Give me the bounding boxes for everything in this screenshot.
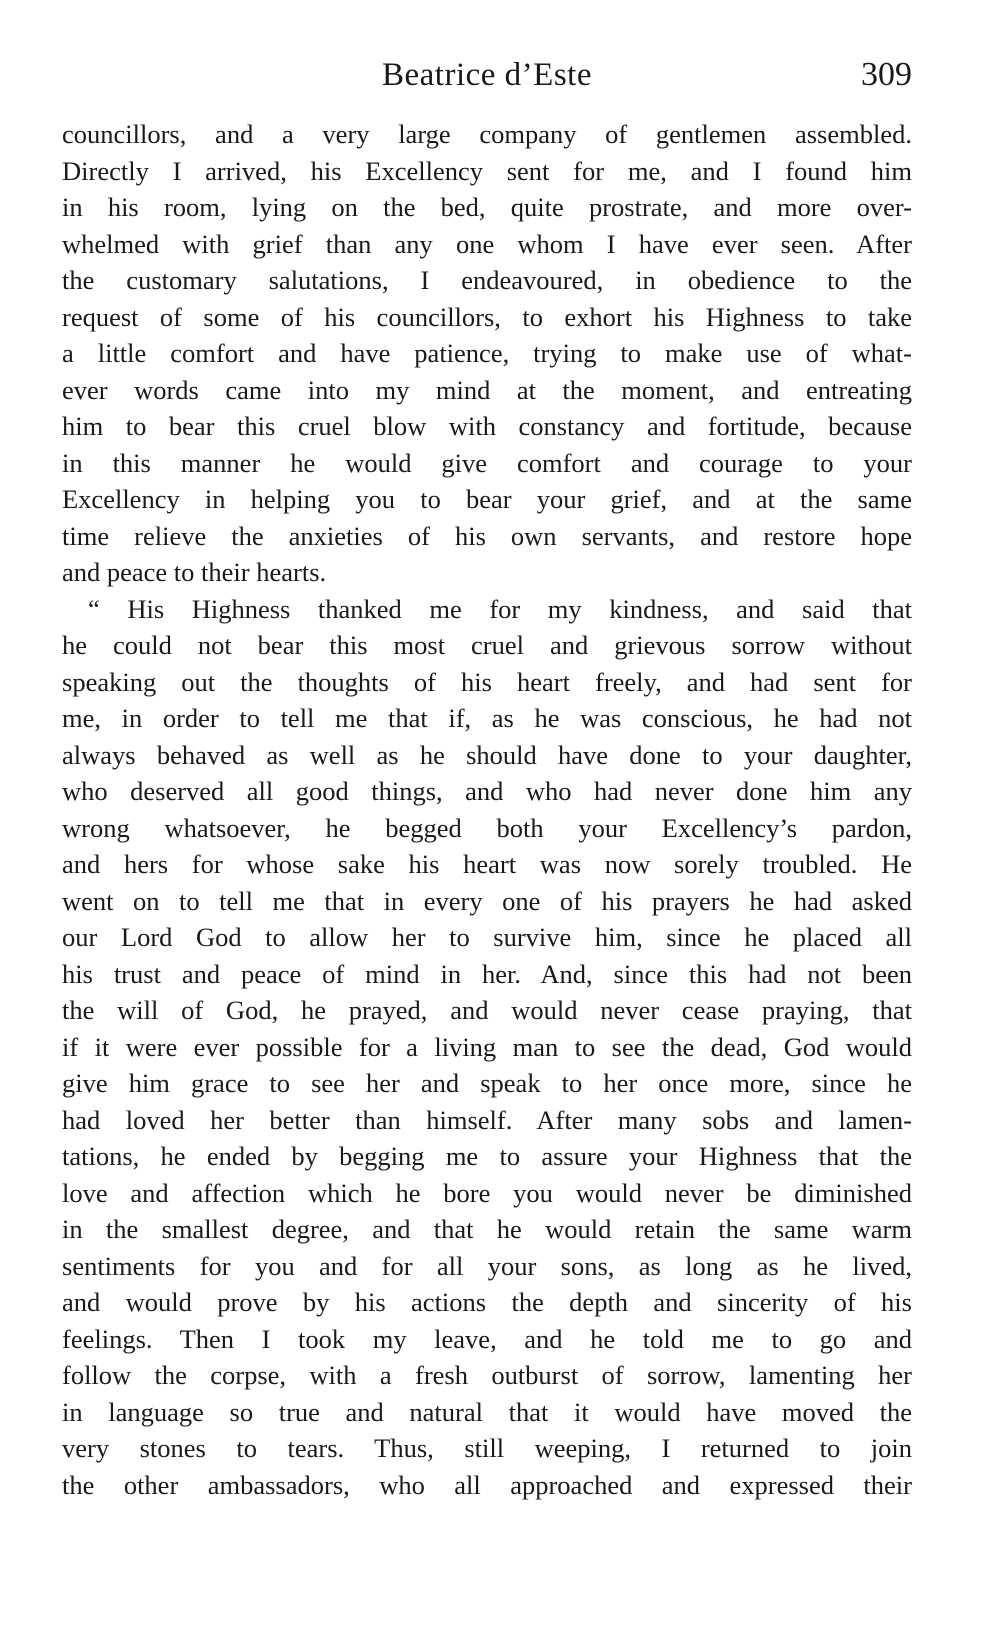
running-header <box>62 50 912 100</box>
text-line: in language so true and natural that it would have moved the <box>62 1396 912 1427</box>
text-line: went on to tell me that in every one of his prayers he had asked <box>62 885 912 916</box>
text-line: very stones to tears. Thus, still weeping, I returned to join <box>62 1433 912 1463</box>
text-line: and would prove by his actions the depth and sincerity of his <box>62 1287 912 1317</box>
text-line: a little comfort and have patience, trying to make use of what- <box>62 338 912 368</box>
page-number: 309 <box>861 56 912 93</box>
text-line: in his room, lying on the bed, quite prostrate, and more over- <box>62 192 912 222</box>
text-line: feelings. Then I took my leave, and he told me to go and <box>62 1323 912 1354</box>
text-line: his trust and peace of mind in her. And, since this had not been <box>62 958 912 989</box>
text-line: the customary salutations, I endeavoured, in obedience to the <box>62 265 912 295</box>
text-line: in the smallest degree, and that he would retain the same warm <box>62 1214 912 1244</box>
text-line: always behaved as well as he should have done to your daughter, <box>62 739 912 770</box>
text-line: me, in order to tell me that if, as he was conscious, he had not <box>62 703 912 733</box>
text-line: speaking out the thoughts of his heart freely, and had sent for <box>62 666 912 697</box>
text-line: give him grace to see her and speak to her once more, since he <box>62 1068 912 1098</box>
text-line: had loved her better than himself. After many sobs and lamen- <box>62 1104 912 1135</box>
text-line: love and affection which he bore you would never be diminished <box>62 1177 912 1208</box>
text-line: follow the corpse, with a fresh outburst of sorrow, lamenting her <box>62 1360 912 1390</box>
text-line: our Lord God to allow her to survive him, since he placed all <box>62 922 912 952</box>
text-line: Directly I arrived, his Excellency sent for me, and I found him <box>62 155 912 186</box>
text-line: the will of God, he prayed, and would never cease praying, that <box>62 995 912 1025</box>
paragraph-end-line: and peace to their hearts. <box>62 557 327 587</box>
text-line: the other ambassadors, who all approached and expressed their <box>62 1469 912 1500</box>
text-line: request of some of his councillors, to exhort his Highness to take <box>62 301 912 332</box>
text-line: councillors, and a very large company of gentlemen assembled. <box>62 119 912 149</box>
text-line: and hers for whose sake his heart was now sorely troubled. He <box>62 849 912 879</box>
text-line: tations, he ended by begging me to assure your Highness that the <box>62 1141 912 1171</box>
paragraph-start-line: “ His Highness thanked me for my kindness, and said that <box>88 593 912 624</box>
text-line: time relieve the anxieties of his own servants, and restore hope <box>62 520 912 551</box>
text-line: Excellency in helping you to bear your grief, and at the same <box>62 484 912 514</box>
text-line: him to bear this cruel blow with constancy and fortitude, because <box>62 411 912 441</box>
text-line: who deserved all good things, and who had never done him any <box>62 776 912 806</box>
text-line: sentiments for you and for all your sons, as long as he lived, <box>62 1250 912 1281</box>
body-text <box>62 116 912 1503</box>
text-line: he could not bear this most cruel and grievous sorrow without <box>62 630 912 660</box>
text-line: in this manner he would give comfort and courage to your <box>62 447 912 478</box>
text-line: ever words came into my mind at the moment, and entreating <box>62 374 912 405</box>
text-line: whelmed with grief than any one whom I have ever seen. After <box>62 228 912 259</box>
running-title: Beatrice d’Este <box>382 57 592 93</box>
text-line: if it were ever possible for a living man to see the dead, God would <box>62 1031 912 1062</box>
text-line: wrong whatsoever, he begged both your Excellency’s pardon, <box>62 812 912 843</box>
